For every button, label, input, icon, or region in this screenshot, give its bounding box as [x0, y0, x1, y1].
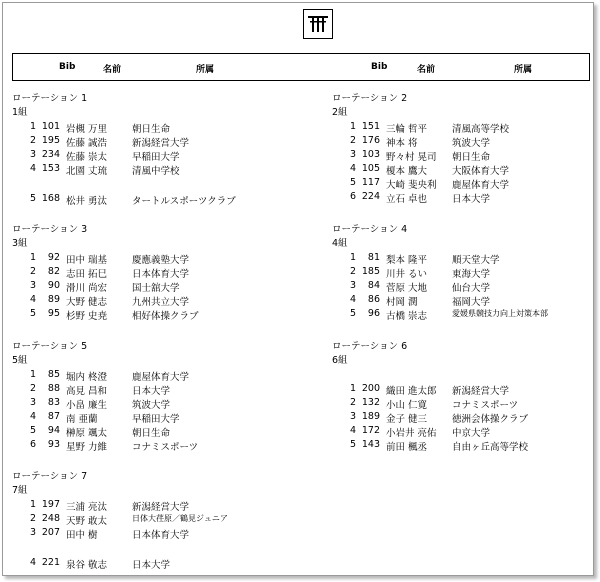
athlete-name: 織田 進太郎 [386, 386, 437, 397]
athlete-name: 金子 健三 [386, 414, 428, 425]
athlete-row [12, 252, 302, 265]
bib-number: 81 [367, 252, 380, 263]
rotation-title: ローテーション 2 [332, 93, 408, 104]
start-order: 1 [349, 121, 356, 132]
athlete-row [12, 193, 302, 206]
athlete-name: 大野 健志 [66, 297, 108, 308]
start-order: 4 [29, 294, 36, 305]
start-order: 1 [29, 121, 36, 132]
athlete-row [332, 163, 600, 176]
start-order: 5 [349, 308, 356, 319]
header-bib-right: Bib [371, 62, 388, 72]
start-order: 3 [29, 527, 36, 538]
bib-number: 95 [47, 308, 60, 319]
athlete-row [332, 383, 600, 396]
header-name-right: 名前 [417, 65, 436, 75]
athlete-team: 国士舘大学 [132, 283, 180, 294]
athlete-row [332, 280, 600, 293]
start-order: 2 [349, 135, 356, 146]
athlete-row [12, 308, 302, 321]
athlete-row [332, 397, 600, 410]
athlete-name: 田中 樹 [66, 530, 98, 541]
bib-number: 90 [47, 280, 60, 291]
start-order: 4 [349, 425, 356, 436]
athlete-name: 小山 仁寛 [386, 400, 428, 411]
athlete-row [332, 149, 600, 162]
start-order: 6 [349, 191, 356, 202]
start-order: 1 [349, 383, 356, 394]
athlete-team: 清風中学校 [132, 166, 180, 177]
athlete-team: 新潟経営大学 [132, 138, 190, 149]
athlete-row [12, 135, 302, 148]
athlete-team: 日本体育大学 [132, 269, 190, 280]
athlete-name: 小岩井 亮佑 [386, 428, 437, 439]
athlete-name: 松井 勇汰 [66, 196, 108, 207]
athlete-name: 野々村 晃司 [386, 152, 437, 163]
shrine-gate-icon [303, 9, 333, 39]
header-team-right: 所属 [514, 65, 533, 75]
bib-number: 88 [47, 383, 60, 394]
athlete-team: 日体大荏原／鶴見ジュニア [132, 514, 228, 523]
start-order: 3 [349, 149, 356, 160]
athlete-row [12, 527, 302, 540]
athlete-name: 榊原 颯太 [66, 428, 108, 439]
athlete-name: 佐藤 崇太 [66, 152, 108, 163]
start-order: 3 [349, 411, 356, 422]
bib-number: 143 [361, 439, 380, 450]
athlete-row [12, 121, 302, 134]
athlete-team: 鹿屋体育大学 [452, 180, 510, 191]
bib-number: 224 [361, 191, 380, 202]
header-team-left: 所属 [196, 65, 215, 75]
bib-number: 94 [47, 425, 60, 436]
athlete-team: 福岡大学 [452, 297, 491, 308]
bib-number: 176 [361, 135, 380, 146]
rotation-title: ローテーション 1 [12, 93, 88, 104]
athlete-name: 北園 丈琉 [66, 166, 108, 177]
bib-number: 132 [361, 397, 380, 408]
start-order: 3 [349, 280, 356, 291]
athlete-team: 相好体操クラブ [132, 311, 199, 322]
athlete-name: 堀内 柊澄 [66, 372, 108, 383]
start-order: 2 [29, 383, 36, 394]
group-label: 3組 [12, 238, 28, 249]
start-order: 2 [349, 397, 356, 408]
athlete-name: 榎本 鷹大 [386, 166, 428, 177]
athlete-team: 朝日生命 [452, 152, 491, 163]
start-order: 5 [29, 193, 36, 204]
athlete-name: 志田 拓巳 [66, 269, 108, 280]
rotation-title: ローテーション 7 [12, 471, 88, 482]
athlete-row [12, 397, 302, 410]
athlete-row [332, 135, 600, 148]
bib-number: 82 [47, 266, 60, 277]
athlete-team: 日本大学 [452, 194, 491, 205]
athlete-team: 朝日生命 [132, 124, 171, 135]
athlete-team: 徳洲会体操クラブ [452, 414, 529, 425]
start-order: 4 [29, 163, 36, 174]
bib-number: 248 [41, 513, 60, 524]
athlete-team: コナミスポーツ [452, 400, 519, 411]
bib-number: 153 [41, 163, 60, 174]
athlete-team: 新潟経営大学 [452, 386, 510, 397]
athlete-name: 岩槻 万里 [66, 124, 108, 135]
bib-number: 85 [47, 369, 60, 380]
bib-number: 200 [361, 383, 380, 394]
athlete-team: 日本大学 [132, 386, 171, 397]
athlete-team: 新潟経営大学 [132, 502, 190, 513]
athlete-name: 滑川 尚宏 [66, 283, 108, 294]
athlete-team: 早稲田大学 [132, 152, 180, 163]
bib-number: 92 [47, 252, 60, 263]
start-order: 2 [29, 266, 36, 277]
athlete-team: 鹿屋体育大学 [132, 372, 190, 383]
athlete-name: 星野 力維 [66, 442, 108, 453]
bib-number: 151 [361, 121, 380, 132]
athlete-team: 筑波大学 [132, 400, 171, 411]
athlete-row [332, 252, 600, 265]
athlete-row [12, 149, 302, 162]
start-order: 3 [29, 280, 36, 291]
athlete-name: 高見 昌和 [66, 386, 108, 397]
athlete-row [332, 191, 600, 204]
athlete-name: 杉野 史尭 [66, 311, 108, 322]
bib-number: 84 [367, 280, 380, 291]
bib-number: 221 [41, 557, 60, 568]
athlete-team: タートルスポーツクラブ [132, 196, 236, 207]
athlete-team: 朝日生命 [132, 428, 171, 439]
start-order: 5 [349, 177, 356, 188]
athlete-row [332, 294, 600, 307]
athlete-team: 東海大学 [452, 269, 491, 280]
athlete-name: 佐藤 誠浩 [66, 138, 108, 149]
athlete-team: 仙台大学 [452, 283, 491, 294]
athlete-name: 田中 瑞基 [66, 255, 108, 266]
group-label: 6組 [332, 355, 348, 366]
start-order: 5 [29, 308, 36, 319]
athlete-row [332, 177, 600, 190]
bib-number: 172 [361, 425, 380, 436]
bib-number: 103 [361, 149, 380, 160]
bib-number: 195 [41, 135, 60, 146]
start-order: 4 [349, 294, 356, 305]
bib-number: 89 [47, 294, 60, 305]
bib-number: 86 [367, 294, 380, 305]
bib-number: 117 [361, 177, 380, 188]
start-order: 1 [29, 369, 36, 380]
athlete-name: 泉谷 敬志 [66, 560, 108, 571]
start-order: 3 [29, 149, 36, 160]
athlete-row [12, 439, 302, 452]
athlete-row [12, 369, 302, 382]
athlete-name: 神本 将 [386, 138, 418, 149]
athlete-team: 筑波大学 [452, 138, 491, 149]
start-order: 1 [29, 252, 36, 263]
bib-number: 101 [41, 121, 60, 132]
bib-number: 87 [47, 411, 60, 422]
athlete-name: 村岡 潤 [386, 297, 418, 308]
athlete-team: コナミスポーツ [132, 442, 199, 453]
start-order: 6 [29, 439, 36, 450]
group-label: 2組 [332, 107, 348, 118]
start-order: 4 [29, 557, 36, 568]
start-order: 4 [349, 163, 356, 174]
bib-number: 83 [47, 397, 60, 408]
athlete-row [332, 266, 600, 279]
athlete-row [12, 266, 302, 279]
start-order: 2 [349, 266, 356, 277]
group-label: 5組 [12, 355, 28, 366]
athlete-row [332, 439, 600, 452]
start-order: 5 [29, 425, 36, 436]
athlete-row [332, 308, 600, 321]
start-order: 4 [29, 411, 36, 422]
start-order: 2 [29, 135, 36, 146]
bib-number: 168 [41, 193, 60, 204]
athlete-name: 川井 るい [386, 269, 428, 280]
bib-number: 93 [47, 439, 60, 450]
athlete-row [332, 425, 600, 438]
athlete-team: 日本体育大学 [132, 530, 190, 541]
athlete-team: 中京大学 [452, 428, 491, 439]
bib-number: 234 [41, 149, 60, 160]
athlete-row [332, 411, 600, 424]
athlete-row [12, 280, 302, 293]
athlete-team: 早稲田大学 [132, 414, 180, 425]
athlete-name: 菅原 大地 [386, 283, 428, 294]
athlete-name: 三浦 亮汰 [66, 502, 108, 513]
rotation-title: ローテーション 3 [12, 224, 88, 235]
athlete-name: 前田 楓丞 [386, 442, 428, 453]
athlete-row [12, 294, 302, 307]
athlete-team: 愛媛県競技力向上対策本部 [452, 309, 548, 318]
athlete-row [12, 383, 302, 396]
header-bib-left: Bib [59, 62, 76, 72]
athlete-name: 三輪 哲平 [386, 124, 428, 135]
athlete-row [12, 557, 302, 570]
start-order: 1 [349, 252, 356, 263]
start-order: 5 [349, 439, 356, 450]
athlete-row [12, 425, 302, 438]
group-label: 1組 [12, 107, 28, 118]
athlete-name: 古橋 崇志 [386, 311, 428, 322]
bib-number: 96 [367, 308, 380, 319]
athlete-row [12, 499, 302, 512]
athlete-row [12, 513, 302, 526]
athlete-team: 慶應義塾大学 [132, 255, 190, 266]
athlete-name: 立石 卓也 [386, 194, 428, 205]
bib-number: 207 [41, 527, 60, 538]
athlete-name: 小畠 廉生 [66, 400, 108, 411]
athlete-team: 自由ヶ丘高等学校 [452, 442, 529, 453]
athlete-name: 天野 敢太 [66, 516, 108, 527]
column-header [12, 53, 590, 81]
rotation-title: ローテーション 6 [332, 341, 408, 352]
athlete-team: 九州共立大学 [132, 297, 190, 308]
athlete-name: 南 亜蘭 [66, 414, 98, 425]
header-name-left: 名前 [103, 65, 122, 75]
athlete-team: 清風高等学校 [452, 124, 510, 135]
document-page [2, 2, 594, 576]
bib-number: 197 [41, 499, 60, 510]
athlete-team: 日本大学 [132, 560, 171, 571]
athlete-row [12, 163, 302, 176]
start-order: 1 [29, 499, 36, 510]
start-order: 3 [29, 397, 36, 408]
athlete-team: 順天堂大学 [452, 255, 500, 266]
group-label: 4組 [332, 238, 348, 249]
athlete-name: 大崎 斐央利 [386, 180, 437, 191]
start-order: 2 [29, 513, 36, 524]
rotation-title: ローテーション 5 [12, 341, 88, 352]
athlete-row [12, 411, 302, 424]
bib-number: 105 [361, 163, 380, 174]
rotation-title: ローテーション 4 [332, 224, 408, 235]
group-label: 7組 [12, 485, 28, 496]
athlete-team: 大阪体育大学 [452, 166, 510, 177]
bib-number: 185 [361, 266, 380, 277]
bib-number: 189 [361, 411, 380, 422]
athlete-row [332, 121, 600, 134]
athlete-name: 梨本 隆平 [386, 255, 428, 266]
